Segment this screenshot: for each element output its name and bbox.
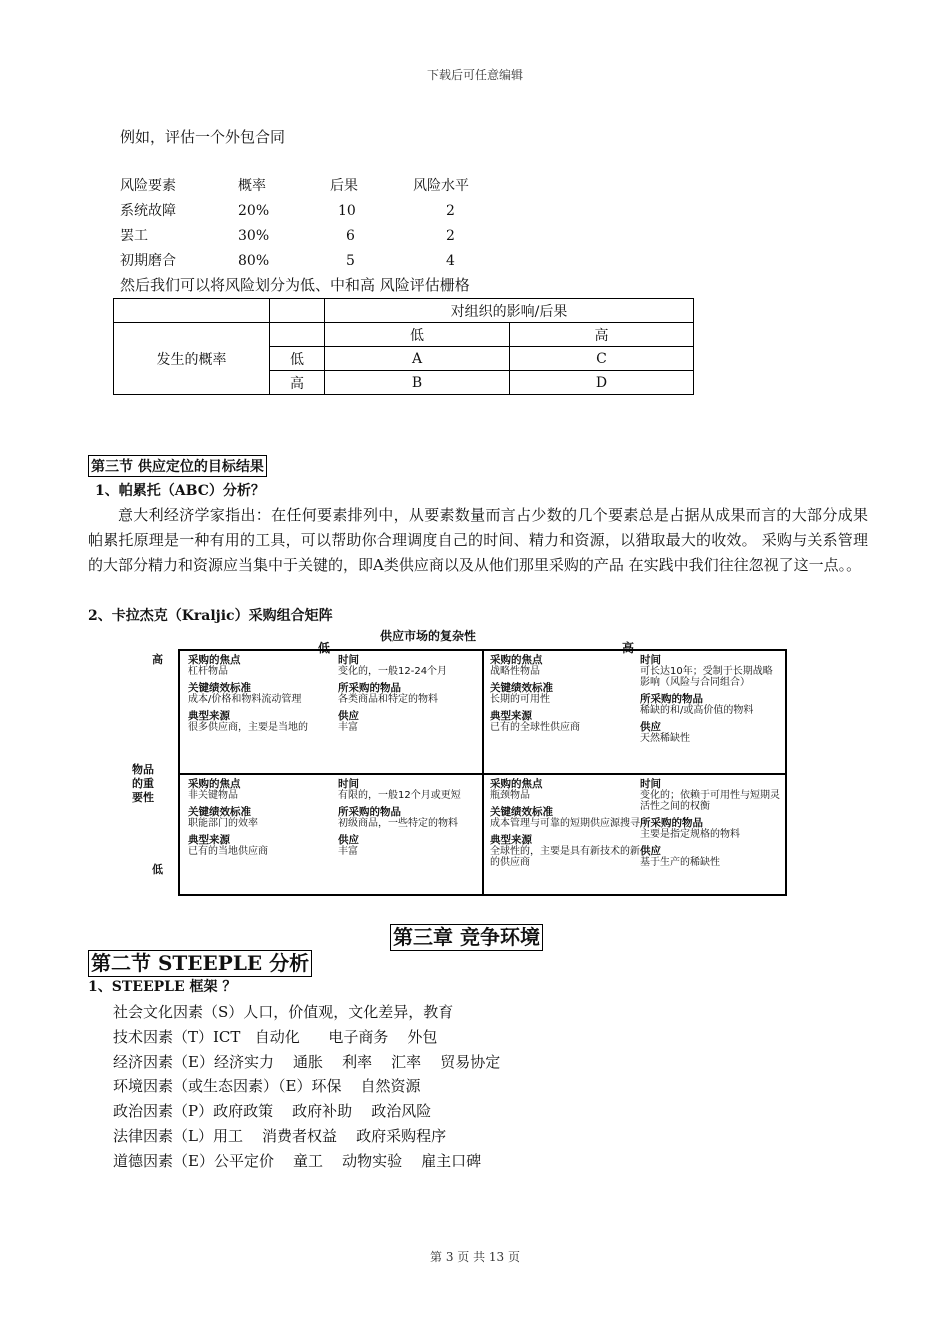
matrix-cell	[338, 779, 474, 863]
risk-factor: 罢工	[120, 228, 148, 244]
cell-heading: 典型来源	[490, 834, 532, 846]
list-item: 道德因素（E）公平定价 童工 动物实验 雇主口碑	[113, 1151, 482, 1170]
risk-prob: 30%	[238, 228, 270, 244]
grid-empty-cell	[114, 299, 270, 323]
cell-heading: 关键绩效标准	[188, 682, 251, 694]
cell-heading: 典型来源	[188, 834, 230, 846]
cell-heading: 采购的焦点	[490, 778, 543, 790]
cell-value: 瓶颈物品	[490, 790, 530, 801]
cell-heading: 供应	[640, 721, 661, 733]
matrix-cell	[490, 655, 640, 739]
grid-impact-header: 对组织的影响/后果	[325, 299, 694, 323]
cell-heading: 供应	[338, 834, 359, 846]
cell-heading: 所采购的物品	[640, 817, 703, 829]
cell-value: 丰富	[338, 846, 358, 857]
grid-cell-a: A	[325, 347, 510, 371]
pareto-body: 意大利经济学家指出：在任何要素排列中，从要素数量而言占少数的几个要素总是占据从成果而言的大部分成果 帕累托原理是一种有用的工具，可以帮助你合理调度自己的时间、精力和资源，以猎取最大的收效。 采购与关系管理的大部分精力和资源应当集中于关键的，即A类供应商以及从他们那里采购的产品 在实践中我们往往忽视了这一点。。	[88, 506, 868, 574]
cell-value: 变化的，一般12-24个月	[338, 666, 448, 677]
cell-value: 可长达10年；受制于长期战略影响（风险与合同组合）	[640, 666, 773, 688]
pareto-title: 1、帕累托（ABC）分析？	[95, 483, 265, 499]
grid-impact-high: 高	[510, 323, 694, 347]
grid-impact-low: 低	[325, 323, 510, 347]
section2-title: 第二节 STEEPLE 分析	[88, 950, 312, 977]
cell-heading: 时间	[338, 778, 359, 790]
cell-value: 杠杆物品	[188, 666, 228, 677]
chapter-title: 第三章 竞争环境	[390, 924, 543, 951]
grid-cell-c: C	[510, 347, 694, 371]
list-item: 法律因素（L）用工 消费者权益 政府采购程序	[113, 1126, 447, 1145]
risk-level: 2	[446, 203, 455, 219]
cell-heading: 时间	[640, 654, 661, 666]
cell-value: 丰富	[338, 722, 358, 733]
steeple-title: 1、STEEPLE 框架 ？	[88, 979, 237, 995]
risk-row	[120, 249, 540, 274]
list-item: 环境因素（或生态因素）（E）环保 自然资源	[113, 1077, 421, 1096]
risk-level: 2	[446, 228, 455, 244]
cell-value: 各类商品和特定的物料	[338, 694, 438, 705]
cell-heading: 时间	[338, 654, 359, 666]
grid-empty-cell	[270, 299, 325, 323]
cell-value: 天然稀缺性	[640, 733, 690, 744]
grid-cell-d: D	[510, 371, 694, 395]
risk-prob: 20%	[238, 203, 270, 219]
risk-prob: 80%	[238, 253, 270, 269]
list-item: 技术因素（T）ICT 自动化 电子商务 外包	[113, 1027, 438, 1046]
matrix-divider	[482, 651, 484, 894]
list-item: 经济因素（E）经济实力 通胀 利率 汇率 贸易协定	[113, 1052, 501, 1071]
matrix-top-high: 高	[622, 641, 635, 655]
cell-heading: 关键绩效标准	[188, 806, 251, 818]
cell-heading: 供应	[338, 710, 359, 722]
page-header: 下载后可任意编辑	[426, 68, 523, 82]
grid-prob-high: 高	[270, 371, 325, 395]
cell-value: 很多供应商，主要是当地的	[188, 722, 308, 733]
risk-row	[120, 224, 540, 249]
risk-factor: 系统故障	[120, 203, 176, 219]
intro-text: 例如，评估一个外包合同	[120, 128, 286, 146]
risk-impact: 10	[338, 203, 356, 219]
matrix-cell	[640, 779, 780, 874]
risk-factor: 初期磨合	[120, 253, 176, 269]
cell-heading: 典型来源	[188, 710, 230, 722]
page-footer: 第 3 页 共 13 页	[430, 1250, 520, 1264]
risk-impact: 6	[346, 228, 355, 244]
risk-header-prob: 概率	[238, 178, 266, 194]
cell-value: 战略性物品	[490, 666, 540, 677]
steeple-list	[113, 1000, 500, 1174]
risk-header-impact: 后果	[330, 178, 358, 194]
cell-value: 变化的；依赖于可用性与短期灵活性之间的权衡	[640, 790, 780, 812]
cell-value: 有限的，一般12个月或更短	[338, 790, 461, 801]
risk-header-factor: 风险要素	[120, 178, 176, 194]
cell-heading: 所采购的物品	[338, 682, 401, 694]
cell-value: 已有的全球性供应商	[490, 722, 580, 733]
matrix-side-low: 低	[152, 863, 163, 876]
cell-heading: 采购的焦点	[188, 654, 241, 666]
grid-prob-low: 低	[270, 347, 325, 371]
matrix-frame	[178, 649, 787, 896]
cell-heading: 时间	[640, 778, 661, 790]
list-item: 社会文化因素（S）人口，价值观，文化差异，教育	[113, 1003, 454, 1021]
matrix-top-title: 供应市场的复杂性	[380, 629, 477, 643]
matrix-top-low: 低	[318, 641, 331, 655]
cell-value: 主要是指定规格的物料	[640, 829, 740, 840]
cell-value: 成本管理与可靠的短期供应源搜寻	[490, 818, 640, 829]
cell-heading: 采购的焦点	[188, 778, 241, 790]
cell-heading: 所采购的物品	[640, 693, 703, 705]
matrix-cell	[188, 779, 338, 863]
cell-value: 长期的可用性	[490, 694, 550, 705]
grid-empty-cell	[270, 323, 325, 347]
cell-heading: 所采购的物品	[338, 806, 401, 818]
cell-heading: 关键绩效标准	[490, 682, 553, 694]
risk-header-row	[120, 174, 540, 199]
risk-level: 4	[446, 253, 455, 269]
matrix-cell	[640, 655, 780, 750]
kraljic-title: 2、卡拉杰克（Kraljic）采购组合矩阵	[88, 608, 333, 624]
risk-assessment-grid	[113, 298, 694, 395]
matrix-side-label: 物品的重要性	[132, 763, 154, 804]
risk-header-level: 风险水平	[413, 178, 469, 194]
risk-impact: 5	[346, 253, 355, 269]
cell-value: 基于生产的稀缺性	[640, 857, 720, 868]
matrix-cell	[490, 779, 640, 874]
cell-value: 全球性的，主要是具有新技术的新的供应商	[490, 846, 640, 868]
cell-value: 稀缺的和/或高价值的物料	[640, 705, 754, 716]
grid-cell-b: B	[325, 371, 510, 395]
kraljic-matrix	[130, 625, 790, 900]
section3-title: 第三节 供应定位的目标结果	[88, 455, 267, 477]
matrix-side-high: 高	[152, 653, 163, 666]
cell-value: 非关键物品	[188, 790, 238, 801]
grid-intro: 然后我们可以将风险划分为低、中和高 风险评估栅格	[120, 276, 470, 294]
list-item: 政治因素（P）政府政策 政府补助 政治风险	[113, 1102, 432, 1121]
matrix-cell	[338, 655, 474, 739]
matrix-cell	[188, 655, 338, 739]
cell-value: 职能部门的效率	[188, 818, 258, 829]
cell-heading: 典型来源	[490, 710, 532, 722]
grid-prob-label: 发生的概率	[114, 323, 270, 395]
risk-row	[120, 199, 540, 224]
cell-value: 初级商品，一些特定的物料	[338, 818, 458, 829]
cell-heading: 供应	[640, 845, 661, 857]
cell-heading: 关键绩效标准	[490, 806, 553, 818]
cell-value: 已有的当地供应商	[188, 846, 268, 857]
cell-value: 成本/价格和物料流动管理	[188, 694, 302, 705]
cell-heading: 采购的焦点	[490, 654, 543, 666]
